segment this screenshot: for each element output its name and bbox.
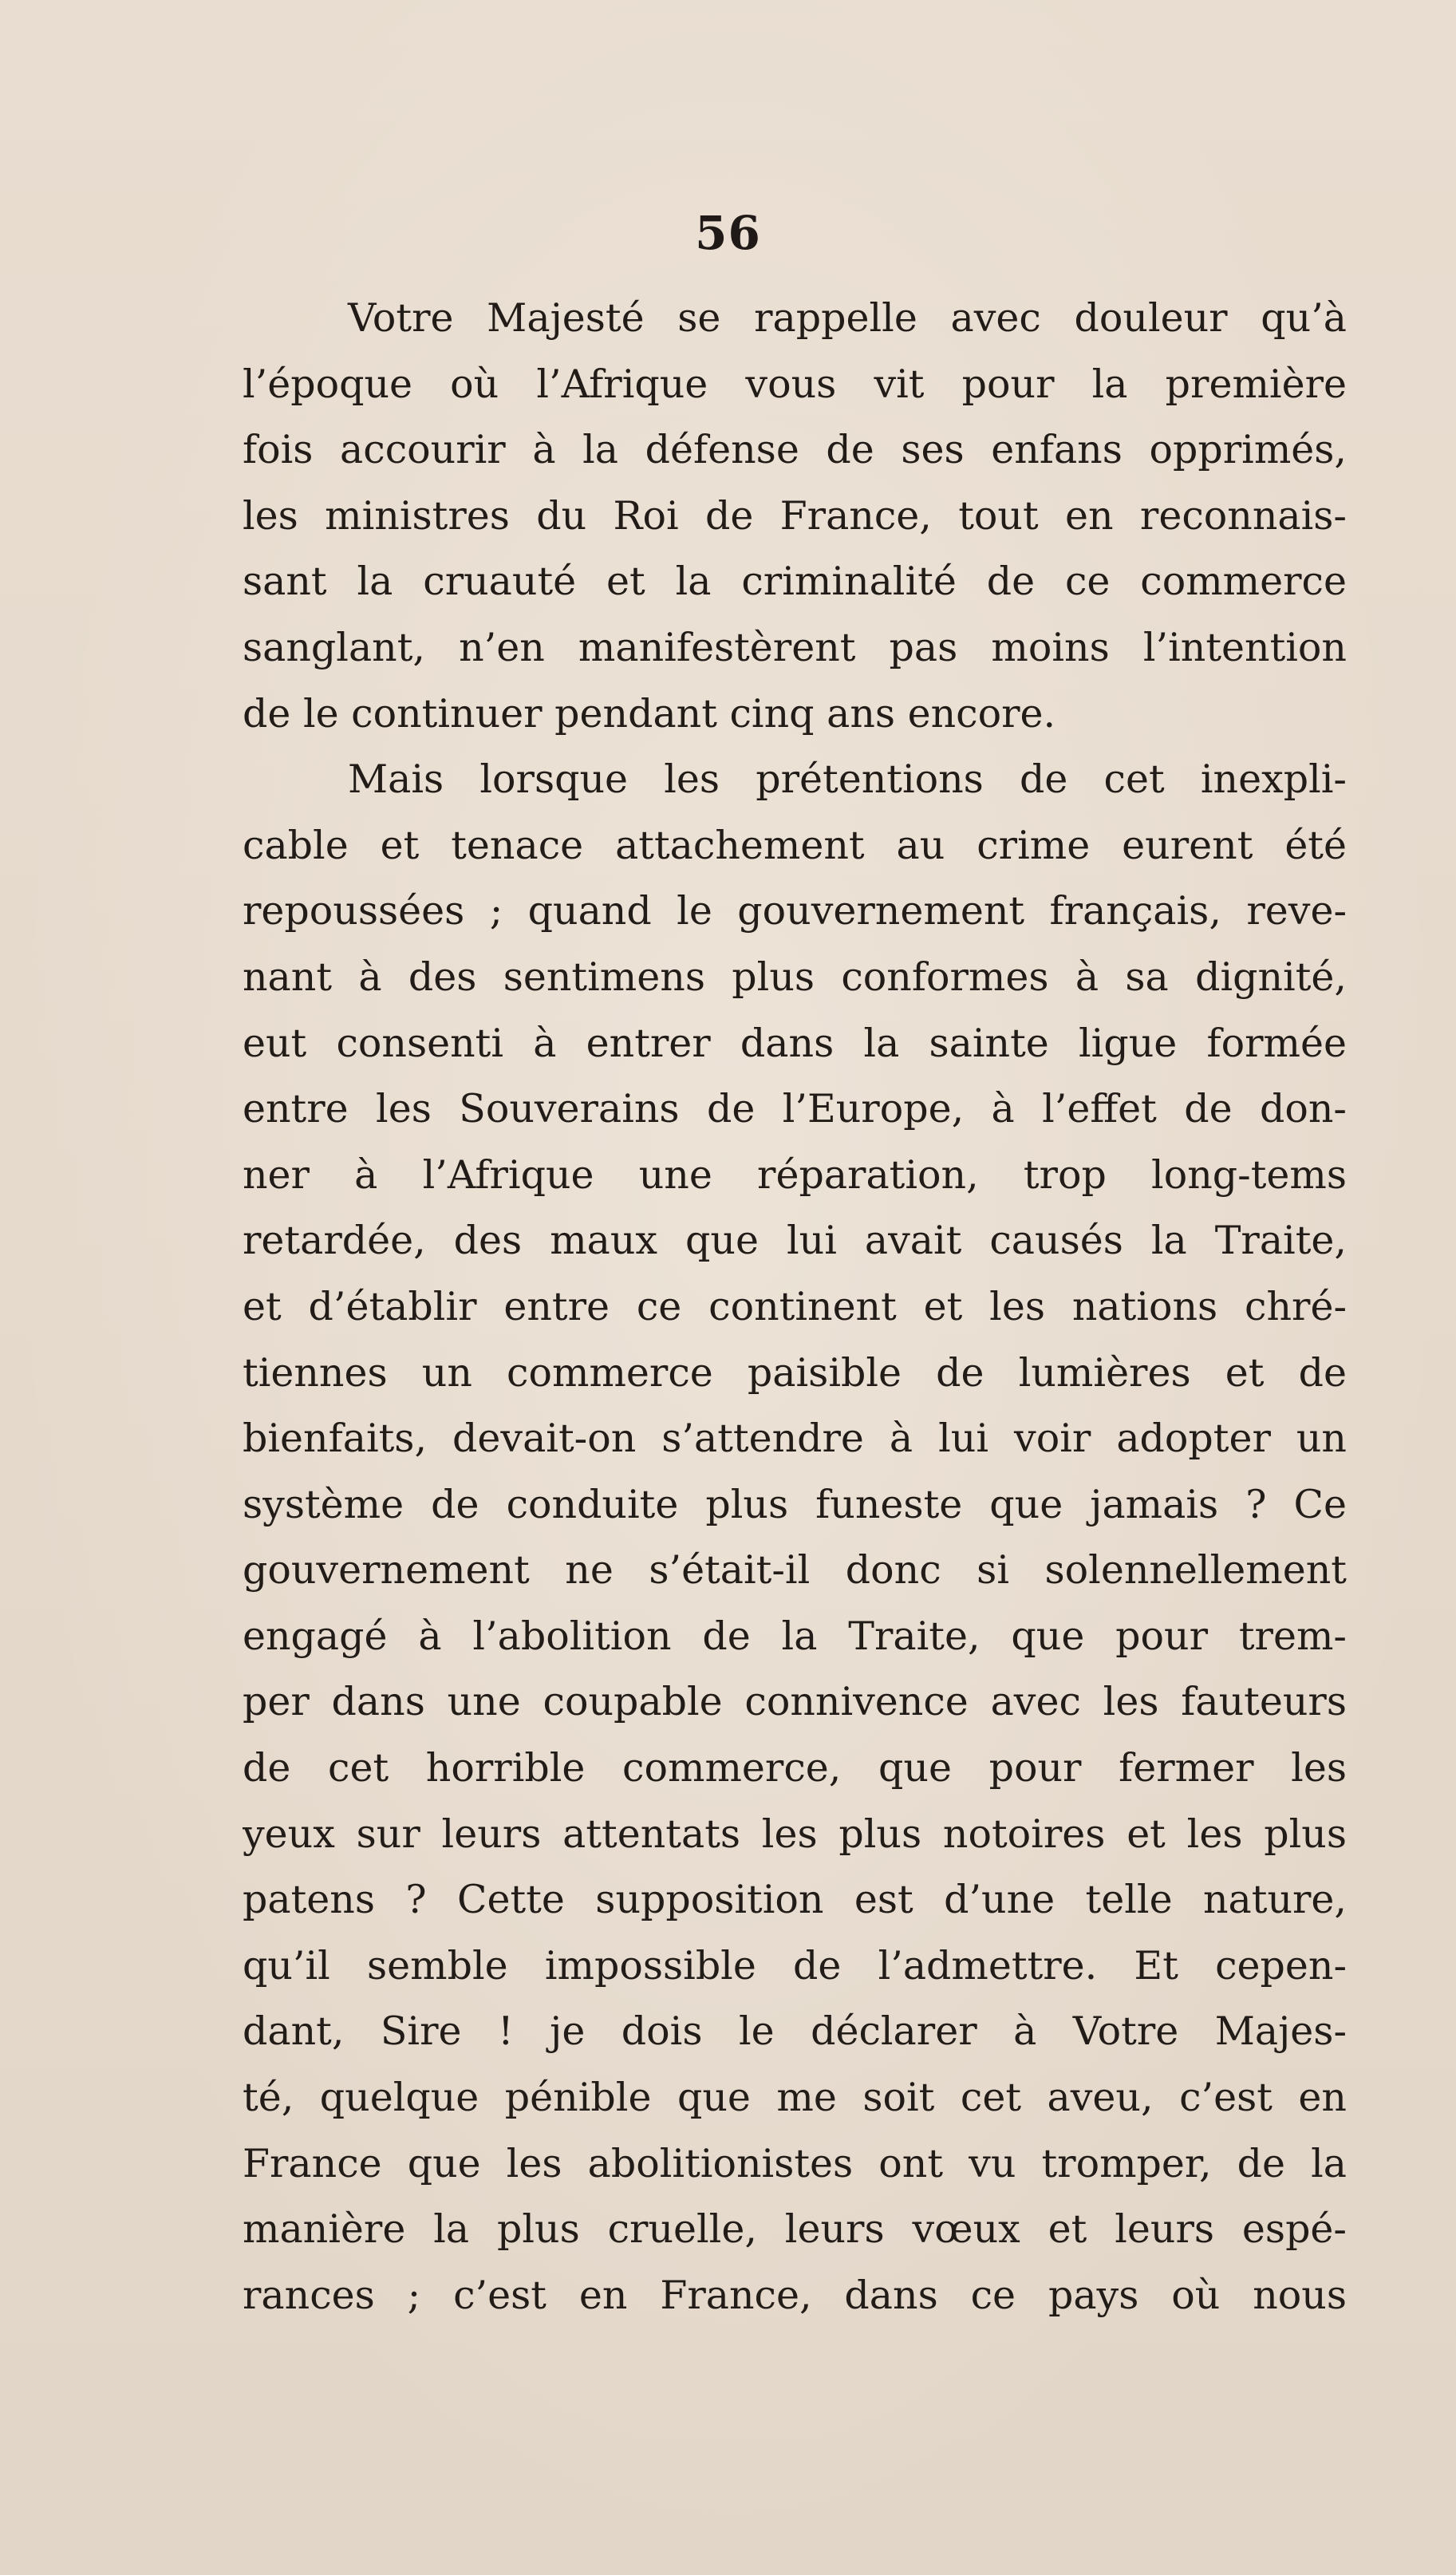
text-line: sanglant, n’en manifestèrent pas moins l’intention bbox=[243, 624, 1347, 670]
paragraph-1 bbox=[243, 286, 1347, 747]
page-number: 56 bbox=[695, 206, 761, 260]
text-line: repoussées ; quand le gouvernement français, reve- bbox=[243, 888, 1347, 934]
paragraph-2 bbox=[243, 747, 1347, 2328]
text-line: Votre Majesté se rappelle avec douleur qu’à bbox=[348, 295, 1347, 341]
text-line: yeux sur leurs attentats les plus notoires et les plus bbox=[243, 1811, 1347, 1857]
text-line: les ministres du Roi de France, tout en reconnais- bbox=[243, 492, 1347, 539]
text-line: manière la plus cruelle, leurs vœux et leurs espé- bbox=[243, 2206, 1347, 2253]
text-line: patens ? Cette supposition est d’une telle nature, bbox=[243, 1877, 1347, 1923]
text-line: té, quelque pénible que me soit cet aveu, c’est en bbox=[243, 2075, 1347, 2121]
text-line: retardée, des maux que lui avait causés la Traite, bbox=[243, 1218, 1347, 1264]
text-line: qu’il semble impossible de l’admettre. Et cepen- bbox=[243, 1942, 1347, 1989]
text-line: eut consenti à entrer dans la sainte ligue formée bbox=[243, 1020, 1347, 1066]
text-line: rances ; c’est en France, dans ce pays où nous bbox=[243, 2272, 1347, 2318]
text-line: et d’établir entre ce continent et les nations chré- bbox=[243, 1283, 1347, 1329]
text-line: gouvernement ne s’était-il donc si solennellement bbox=[243, 1547, 1347, 1594]
text-line: dant, Sire ! je dois le déclarer à Votre Majes- bbox=[243, 2008, 1347, 2055]
text-line: per dans une coupable connivence avec les fauteurs bbox=[243, 1679, 1347, 1725]
text-line: fois accourir à la défense de ses enfans opprimés, bbox=[243, 427, 1347, 473]
body-text bbox=[243, 286, 1347, 2328]
text-line: France que les abolitionistes ont vu tromper, de la bbox=[243, 2140, 1347, 2186]
text-line: de le continuer pendant cinq ans encore. bbox=[243, 690, 1056, 737]
text-line: sant la cruauté et la criminalité de ce commerce bbox=[243, 559, 1347, 605]
text-line: nant à des sentimens plus conformes à sa dignité, bbox=[243, 954, 1347, 1000]
text-line: bienfaits, devait-on s’attendre à lui voir adopter un bbox=[243, 1416, 1347, 1462]
text-line: l’époque où l’Afrique vous vit pour la première bbox=[243, 361, 1347, 407]
text-line: Mais lorsque les prétentions de cet inexpli- bbox=[348, 756, 1347, 803]
text-line: de cet horrible commerce, que pour fermer les bbox=[243, 1745, 1347, 1791]
text-line: ner à l’Afrique une réparation, trop long-tems bbox=[243, 1151, 1347, 1198]
text-line: cable et tenace attachement au crime eurent été bbox=[243, 822, 1347, 868]
text-line: entre les Souverains de l’Europe, à l’effet de don- bbox=[243, 1086, 1347, 1132]
text-line: système de conduite plus funeste que jamais ? Ce bbox=[243, 1481, 1347, 1527]
text-line: tiennes un commerce paisible de lumières et de bbox=[243, 1349, 1347, 1396]
text-line: engagé à l’abolition de la Traite, que pour trem- bbox=[243, 1613, 1347, 1659]
